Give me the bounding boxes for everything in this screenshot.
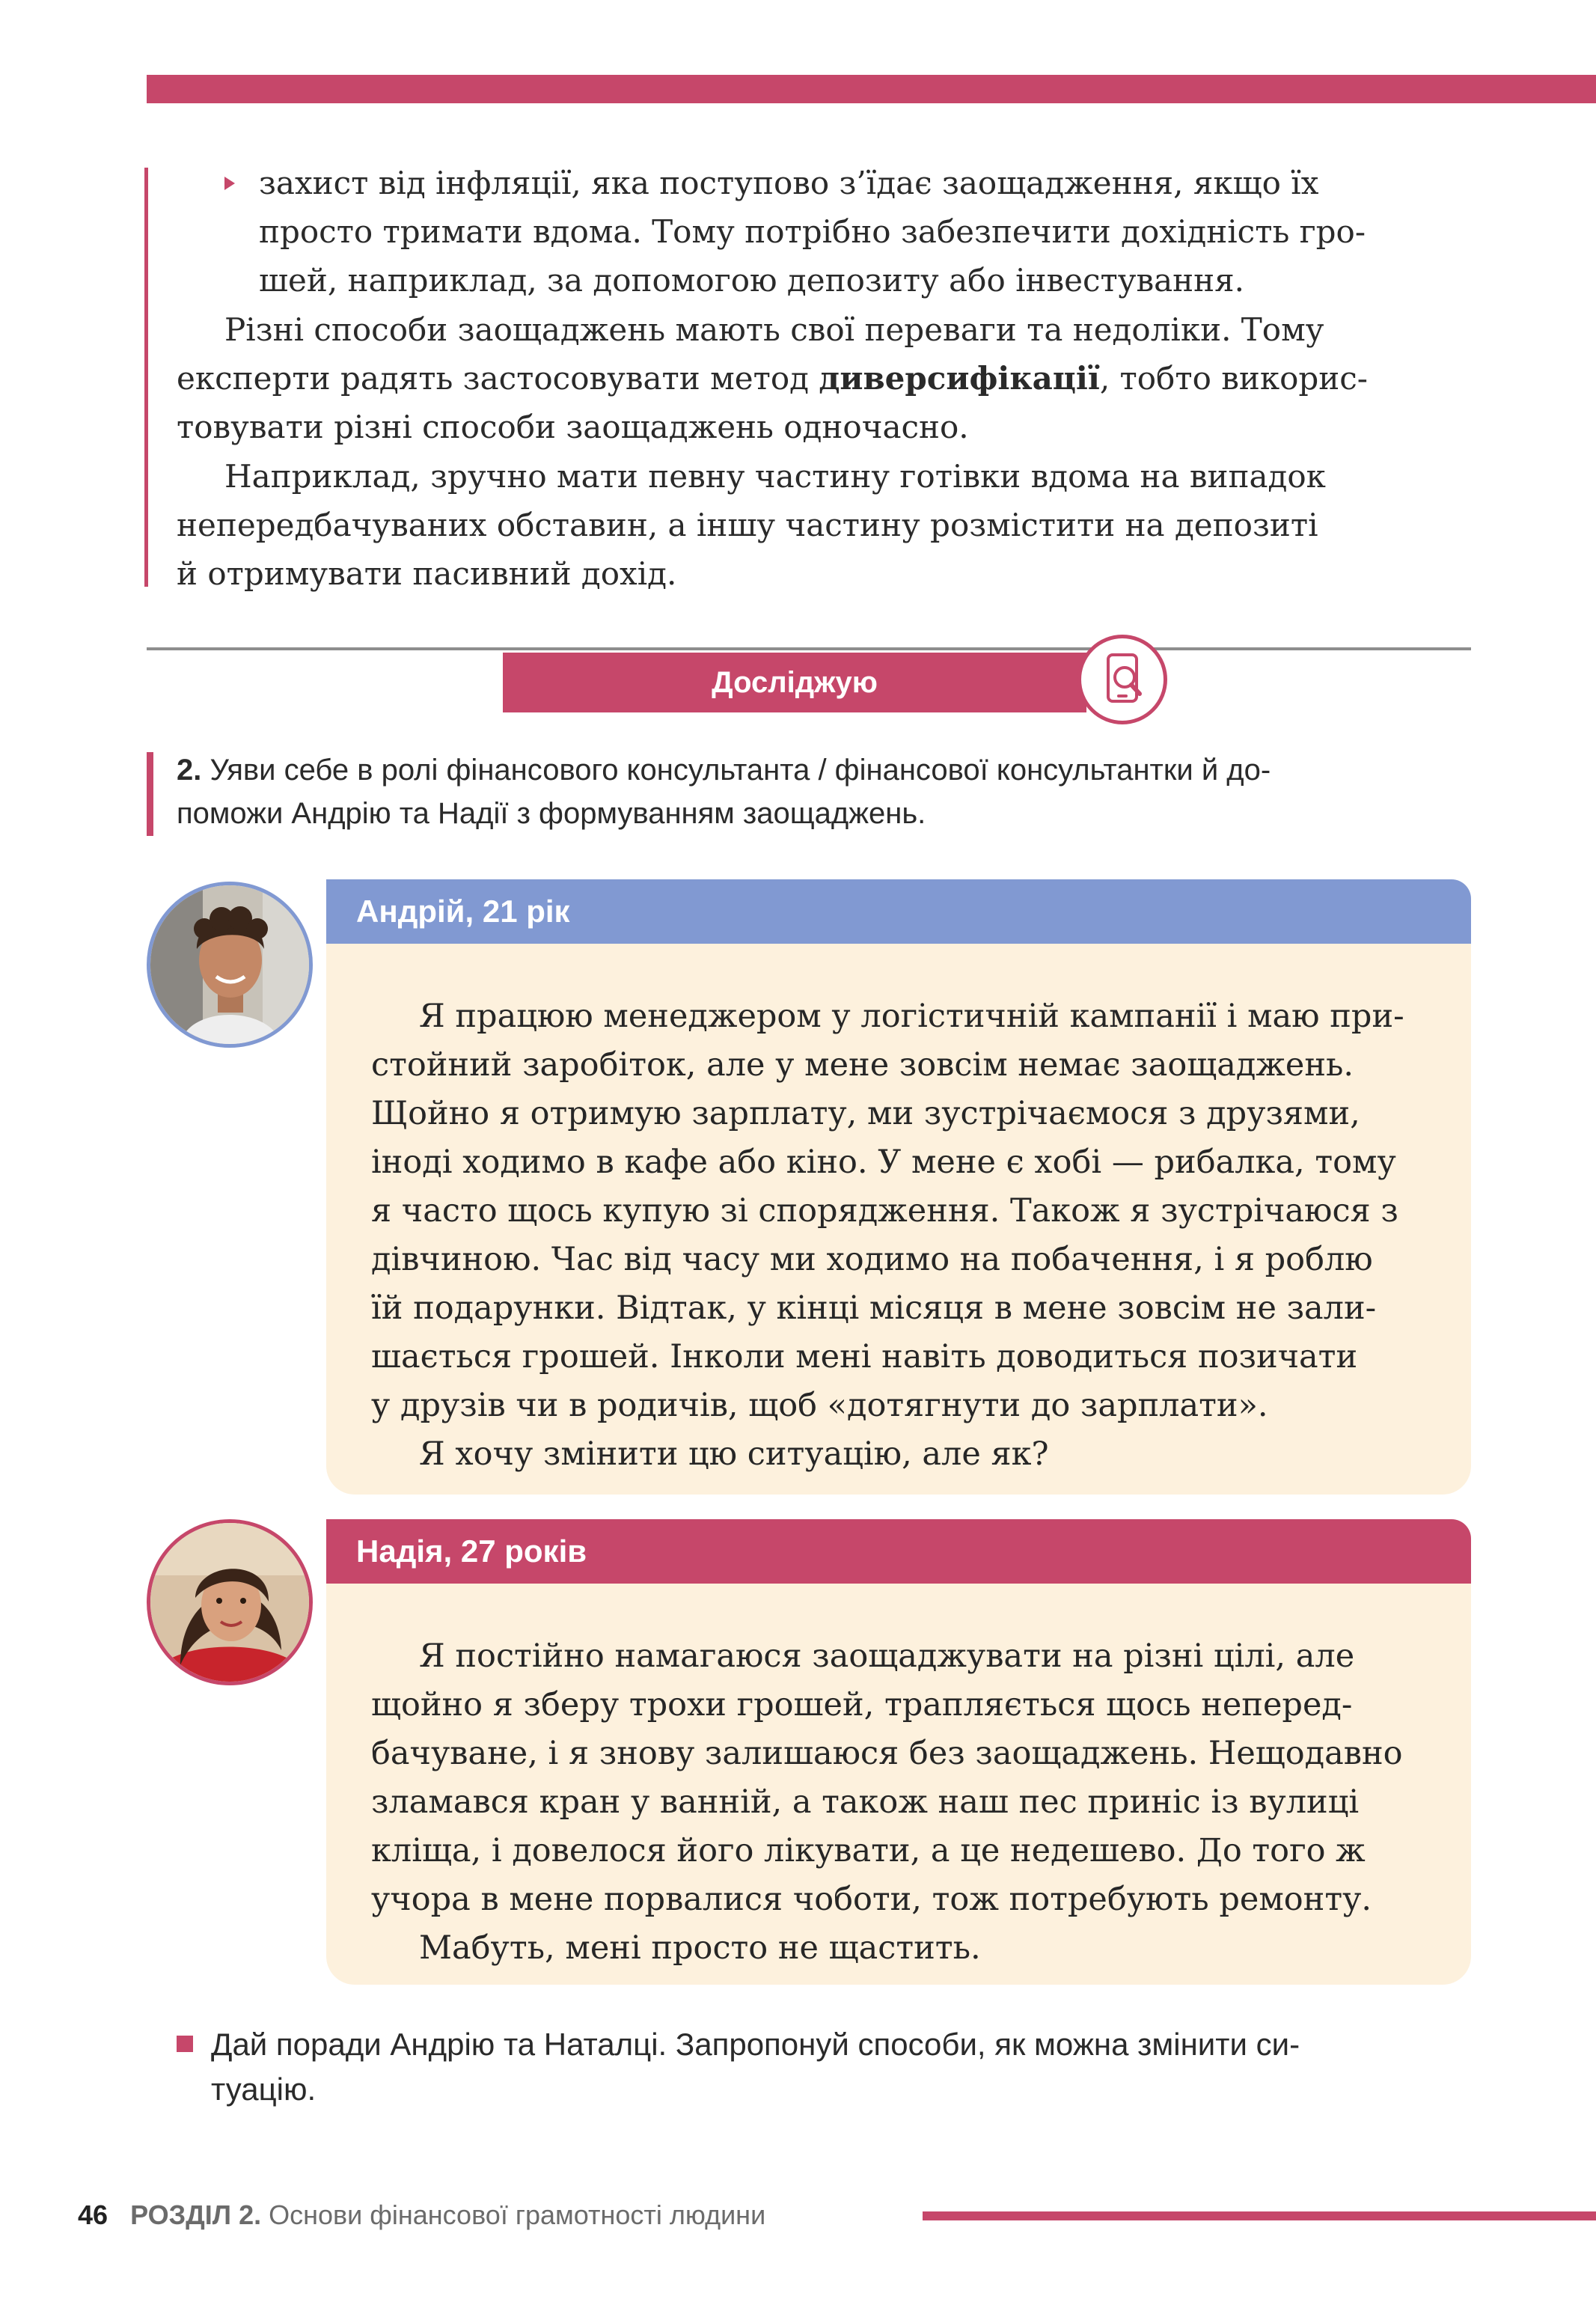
story-line: учора в мене порвалися чоботи, тож потребують ремонту. xyxy=(371,1881,1372,1918)
paragraph-line xyxy=(177,354,1471,403)
paragraph-line: товувати різні способи заощаджень одночасно. xyxy=(177,409,969,445)
term-diversification: диверсифікації xyxy=(819,360,1100,397)
story-line: Щойно я отримую зарплату, ми зустрічаємося з друзями, xyxy=(371,1095,1360,1132)
square-bullet-icon xyxy=(177,2036,193,2052)
story-line: бачуване, і я знову залишаюся без заощаджень. Нещодавно xyxy=(371,1735,1403,1772)
young-man-photo-avatar xyxy=(147,882,313,1048)
card-header-nadiia: Надія, 27 років xyxy=(326,1519,1471,1584)
chapter-label: РОЗДІЛ 2. xyxy=(130,2199,262,2230)
story-line: іноді ходимо в кафе або кіно. У мене є хобі — рибалка, тому xyxy=(371,1144,1396,1181)
story-line: Мабуть, мені просто не щастить. xyxy=(419,1929,981,1967)
text-run: , тобто викорис- xyxy=(1099,360,1368,397)
card-header-andrii: Андрій, 21 рік xyxy=(326,879,1471,944)
bullet-line: просто тримати вдома. Тому потрібно забезпечити дохідність гро- xyxy=(259,213,1366,250)
footer-accent-bar xyxy=(923,2211,1596,2220)
bullet-line: шей, наприклад, за допомогою депозиту або інвестування. xyxy=(259,262,1244,299)
story-line: стойний заробіток, але у мене зовсім немає заощаджень. xyxy=(371,1046,1354,1084)
paragraph-line: Наприклад, зручно мати певну частину готівки вдома на випадок xyxy=(224,458,1326,495)
intro-margin-rule xyxy=(144,168,148,587)
story-line: Я хочу змінити цю ситуацію, але як? xyxy=(419,1435,1049,1473)
question-line: туацію. xyxy=(211,2072,317,2107)
story-line: я часто щось купую зі спорядження. Також я зустрічаюся з xyxy=(371,1192,1398,1230)
question-line: Дай поради Андрію та Наталці. Запропонуй способи, як можна змінити си- xyxy=(211,2027,1300,2062)
story-line: щойно я зберу трохи грошей, трапляється щось неперед- xyxy=(371,1686,1353,1724)
page-footer xyxy=(78,2196,765,2235)
paragraph-line: й отримувати пасивний дохід. xyxy=(177,555,677,592)
paragraph-line: непередбачуваних обставин, а іншу частину розмістити на депозиті xyxy=(177,507,1318,543)
text-run: експерти радять застосовувати метод xyxy=(177,360,819,397)
task-margin-rule xyxy=(147,752,153,836)
young-woman-photo-avatar xyxy=(147,1519,313,1685)
task-line xyxy=(177,748,1471,792)
section-divider xyxy=(147,647,1471,650)
story-line: їй подарунки. Відтак, у кінці місяця в мене зовсім не зали- xyxy=(371,1289,1377,1327)
page-number: 46 xyxy=(78,2199,108,2230)
task-number: 2. xyxy=(177,754,202,787)
top-accent-bar xyxy=(147,75,1596,103)
story-line: Я постійно намагаюся заощаджувати на різні цілі, але xyxy=(419,1637,1355,1675)
story-line: зламався кран у ванній, а також наш пес приніс із вулиці xyxy=(371,1783,1360,1821)
story-line: шається грошей. Інколи мені навіть доводиться позичати xyxy=(371,1338,1358,1376)
task-text: Уяви себе в ролі фінансового консультанта / фінансової консультантки й до- xyxy=(210,754,1271,787)
chapter-title: Основи фінансової грамотності людини xyxy=(269,2199,766,2230)
triangle-bullet-icon xyxy=(224,177,235,190)
section-title: Досліджую xyxy=(503,653,1086,712)
story-line: Я працюю менеджером у логістичній кампанії і маю при- xyxy=(419,998,1404,1035)
task-line: поможи Андрію та Надії з формуванням заощаджень. xyxy=(177,797,926,830)
story-line: у друзів чи в родичів, щоб «дотягнути до зарплати». xyxy=(371,1387,1268,1424)
tablet-search-icon xyxy=(1077,635,1167,724)
bullet-line: захист від інфляції, яка поступово з’їдає заощадження, якщо їх xyxy=(259,165,1319,201)
story-line: дівчиною. Час від часу ми ходимо на побачення, і я роблю xyxy=(371,1241,1373,1278)
paragraph-line: Різні способи заощаджень мають свої переваги та недоліки. Тому xyxy=(224,311,1324,348)
story-line: кліща, і довелося його лікувати, а це недешево. До того ж xyxy=(371,1832,1366,1869)
